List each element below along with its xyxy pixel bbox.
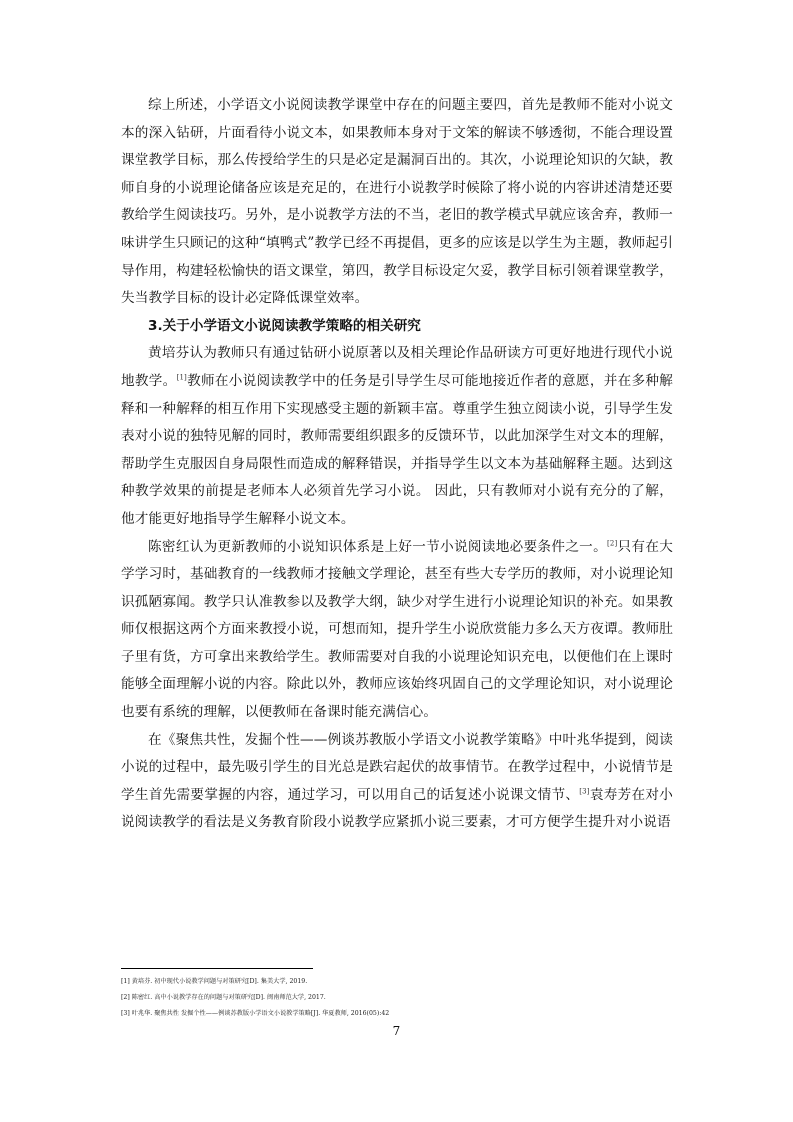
footnote-ref-3: [3] [579, 787, 590, 796]
paragraph-ye-text-a: 在《聚焦共性，发掘个性——例谈苏教版小学语文小说教学策略》中叶兆华提到，阅读小说的过程中，最先吸引学生的目光总是跌宕起伏的故事情节。在教学过程中，小说情节是学生首先需要掌握的内容，通过学习，可以用自己的话复述小说课文情节、 [121, 731, 673, 803]
paragraph-chen [121, 534, 673, 727]
paragraph-chen-text-b: 只有在大学学习时，基础教育的一线教师才接触文学理论，甚至有些大专学历的教师，对小说理论知识孤陋寡闻。教学只认准教参以及教学大纲，缺少对学生进行小说理论知识的补充。如果教师仅根据这两个方面来教授小说，可想而知，提升学生小说欣赏能力多么天方夜谭。教师肚子里有货，方可拿出来教给学生。教师需要对自我的小说理论知识充电，以便他们在上课时能够全面理解小说的内容。除此以外，教师应该始终巩固自己的文学理论知识，对小说理论也要有系统的理解，以便教师在备课时能充满信心。 [121, 538, 673, 721]
paragraph-huang-text-a: 黄培芬认为教师只有通过钻研小说原著以及相关理论作品研读方可更好地进行现代小说地教学。 [121, 345, 673, 389]
paragraph-summary: 综上所述，小学语文小说阅读教学课堂中存在的问题主要四，首先是教师不能对小说文本的深入钻研，片面看待小说文本，如果教师本身对于文笨的解读不够透彻，不能合理设置课堂教学目标，那么传授给学生的只是必定是漏洞百出的。其次，小说理论知识的欠缺，教师自身的小说理论储备应该是充足的，在进行小说教学时候除了将小说的内容讲述清楚还要教给学生阅读技巧。另外，是小说教学方法的不当，老旧的教学模式早就应该舍弃，教师一味讲学生只顾记的这种“填鸭式”教学已经不再提倡，更多的应该是以学生为主题，教师起引导作用，构建轻松愉快的语文课堂，第四，教学目标设定欠妥，教学目标引领着课堂教学，失当教学目标的设计必定降低课堂效率。 [121, 97, 673, 307]
body-text [121, 92, 673, 837]
footnote-ref-1: [1] [176, 373, 187, 382]
paragraph-ye [121, 727, 673, 837]
section-heading: 3.关于小学语文小说阅读教学策略的相关研究 [148, 317, 421, 334]
footnote-item: [2] 陈密红. 高中小说教学存在的问题与对策研究[D]. 闽南师范大学, 2017. [121, 994, 326, 1001]
paragraph-huang [121, 340, 673, 533]
footnote-item: [3] 叶兆华. 聚焦共性 发掘个性——例谈苏教版小学语文小说教学策略[J]. 华夏教师, 2016(05):42 [121, 1010, 390, 1017]
footnotes [121, 977, 681, 1025]
paragraph-huang-text-b: 教师在小说阅读教学中的任务是引导学生尽可能地接近作者的意愿，并在多种解释和一种解释的相互作用下实现感受主题的新颖丰富。尊重学生独立阅读小说，引导学生发表对小说的独特见解的同时，教师需要组织跟多的反馈环节，以此加深学生对文本的理解，帮助学生克服因自身局限性而造成的解释错误，并指导学生以文本为基础解释主题。达到这种教学效果的前提是老师本人必须首先学习小说。 因此，只有教师对小说有充分的了解，他才能更好地指导学生解释小说文本。 [121, 372, 673, 527]
page-number: 7 [392, 1024, 401, 1038]
paragraph-ye-text-b: 袁寿芳在对小说阅读教学的看法是义务教育阶段小说教学应紧抓小说三要素，才可方便学生提升对小说语 [121, 786, 673, 831]
paragraph-chen-text-a: 陈密红认为更新教师的小说知识体系是上好一节小说阅读地必要条件之一。 [148, 538, 607, 555]
footnote-divider [121, 968, 313, 969]
footnote-item: [1] 黄培芬. 初中现代小说教学问题与对策研究[D]. 集美大学, 2019. [121, 978, 308, 985]
footnote-ref-2: [2] [606, 538, 618, 547]
